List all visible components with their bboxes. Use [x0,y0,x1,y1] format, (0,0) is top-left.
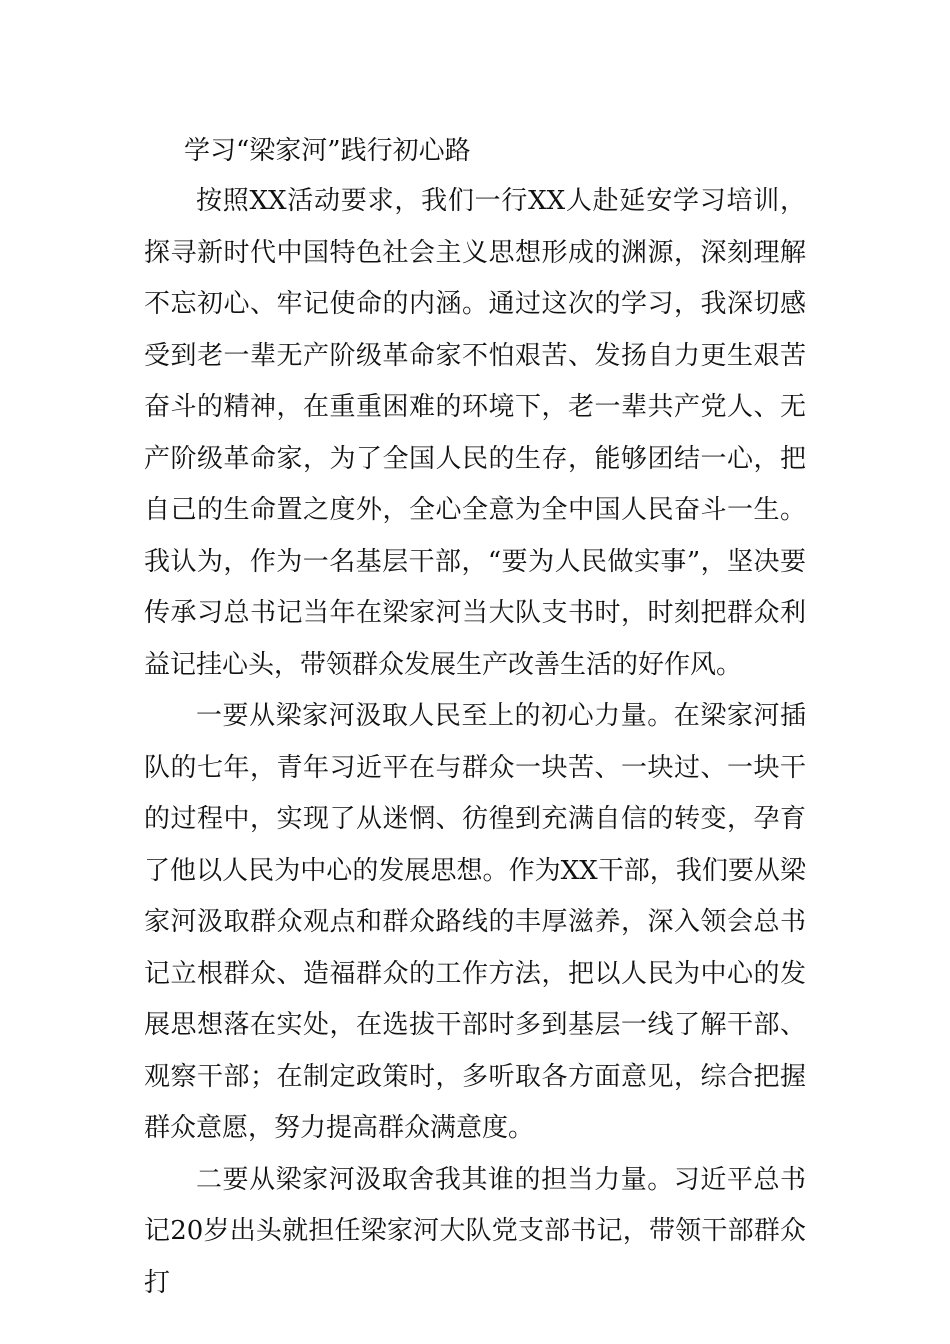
paragraph-intro: 按照XX活动要求，我们一行XX人赴延安学习培训，探寻新时代中国特色社会主义思想形成的渊源，深刻理解不忘初心、牢记使命的内涵。通过这次的学习，我深切感受到老一辈无产阶级革命家不怕艰苦、发扬自力更生艰苦奋斗的精神，在重重困难的环境下，老一辈共产党人、无产阶级革命家，为了全国人民的生存，能够团结一心，把自己的生命置之度外，全心全意为全中国人民奋斗一生。我认为，作为一名基层干部，“要为人民做实事”，坚决要传承习总书记当年在梁家河当大队支书时，时刻把群众利益记挂心头，带领群众发展生产改善生活的好作风。 [144,186,806,680]
document-title: 学习“梁家河”践行初心路 [184,136,471,166]
document-body [144,126,806,1309]
paragraph-point-one: 一要从梁家河汲取人民至上的初心力量。在梁家河插队的七年，青年习近平在与群众一块苦、一块过、一块干的过程中，实现了从迷惘、彷徨到充满自信的转变，孕育了他以人民为中心的发展思想。作为XX干部，我们要从梁家河汲取群众观点和群众路线的丰厚滋养，深入领会总书记立根群众、造福群众的工作方法，把以人民为中心的发展思想落在实处，在选拔干部时多到基层一线了解干部、观察干部；在制定政策时，多听取各方面意见，综合把握群众意愿，努力提高群众满意度。 [144,701,806,1143]
paragraph-point-two: 二要从梁家河汲取舍我其谁的担当力量。习近平总书记20岁出头就担任梁家河大队党支部书记，带领干部群众打 [144,1164,806,1298]
